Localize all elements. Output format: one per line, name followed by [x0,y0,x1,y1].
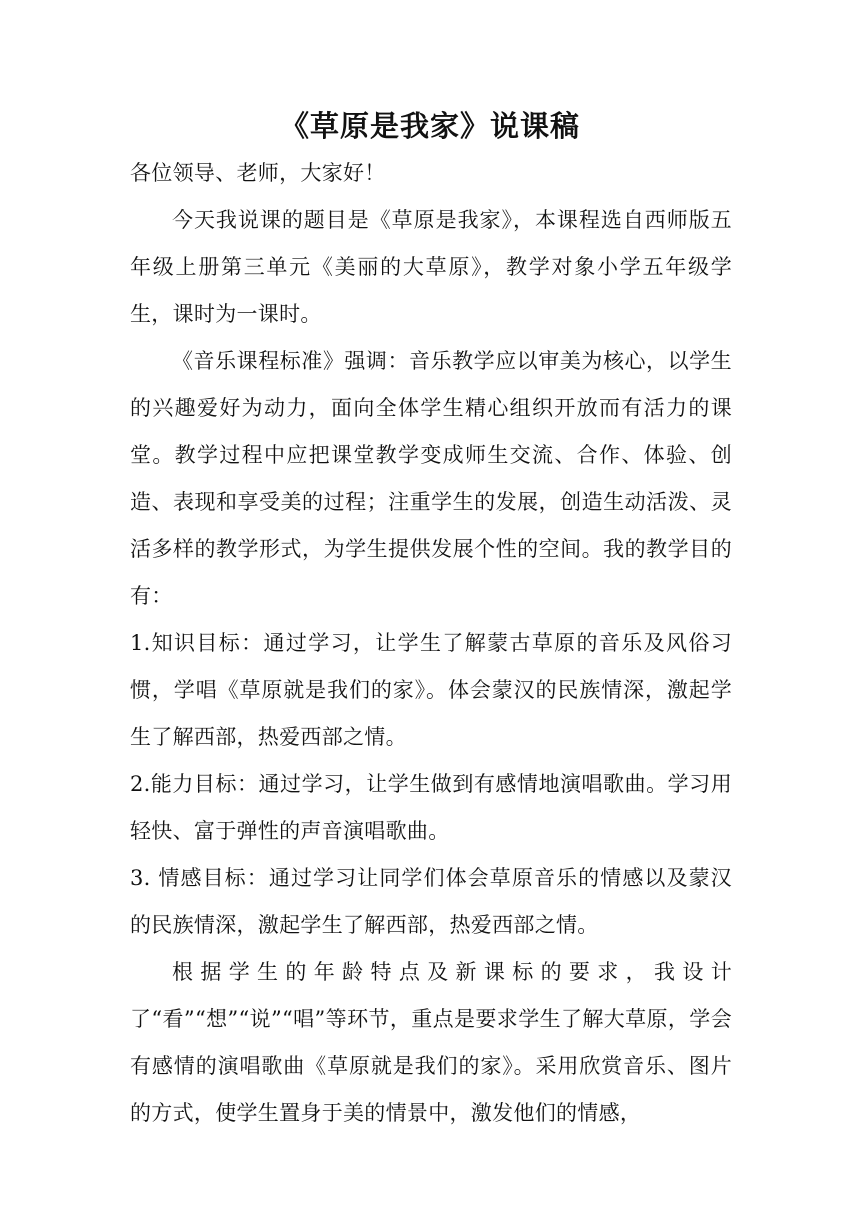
greeting: 各位领导、老师，大家好！ [130,161,386,185]
objective-knowledge: 1.知识目标：通过学习，让学生了解蒙古草原的音乐及风俗习惯，学唱《草原就是我们的家》。体会蒙汉的民族情深，激起学生了解西部，热爱西部之情。 [130,631,732,749]
paragraph-standard: 《音乐课程标准》强调：音乐教学应以审美为核心，以学生的兴趣爱好为动力，面向全体学生精心组织开放而有活力的课堂。教学过程中应把课堂教学变成师生交流、合作、体验、创造、表现和享受美的过程；注重学生的发展，创造生动活泼、灵活多样的教学形式，为学生提供发展个性的空间。我的教学目的有： [130,349,732,608]
document-body [130,150,732,1137]
objective-ability: 2.能力目标：通过学习，让学生做到有感情地演唱歌曲。学习用轻快、富于弹性的声音演唱歌曲。 [130,772,732,843]
objective-emotion: 3. 情感目标：通过学习让同学们体会草原音乐的情感以及蒙汉的民族情深，激起学生了解西部，热爱西部之情。 [130,866,732,937]
paragraph-design: 根据学生的年龄特点及新课标的要求，我设计了“看”“想”“说”“唱”等环节，重点是要求学生了解大草原，学会有感情的演唱歌曲《草原就是我们的家》。采用欣赏音乐、图片的方式，使学生置身于美的情景中，激发他们的情感， [130,960,732,1125]
document-title: 《草原是我家》说课稿 [279,109,580,143]
paragraph-intro: 今天我说课的题目是《草原是我家》，本课程选自西师版五年级上册第三单元《美丽的大草原》，教学对象小学五年级学生，课时为一课时。 [130,208,732,326]
